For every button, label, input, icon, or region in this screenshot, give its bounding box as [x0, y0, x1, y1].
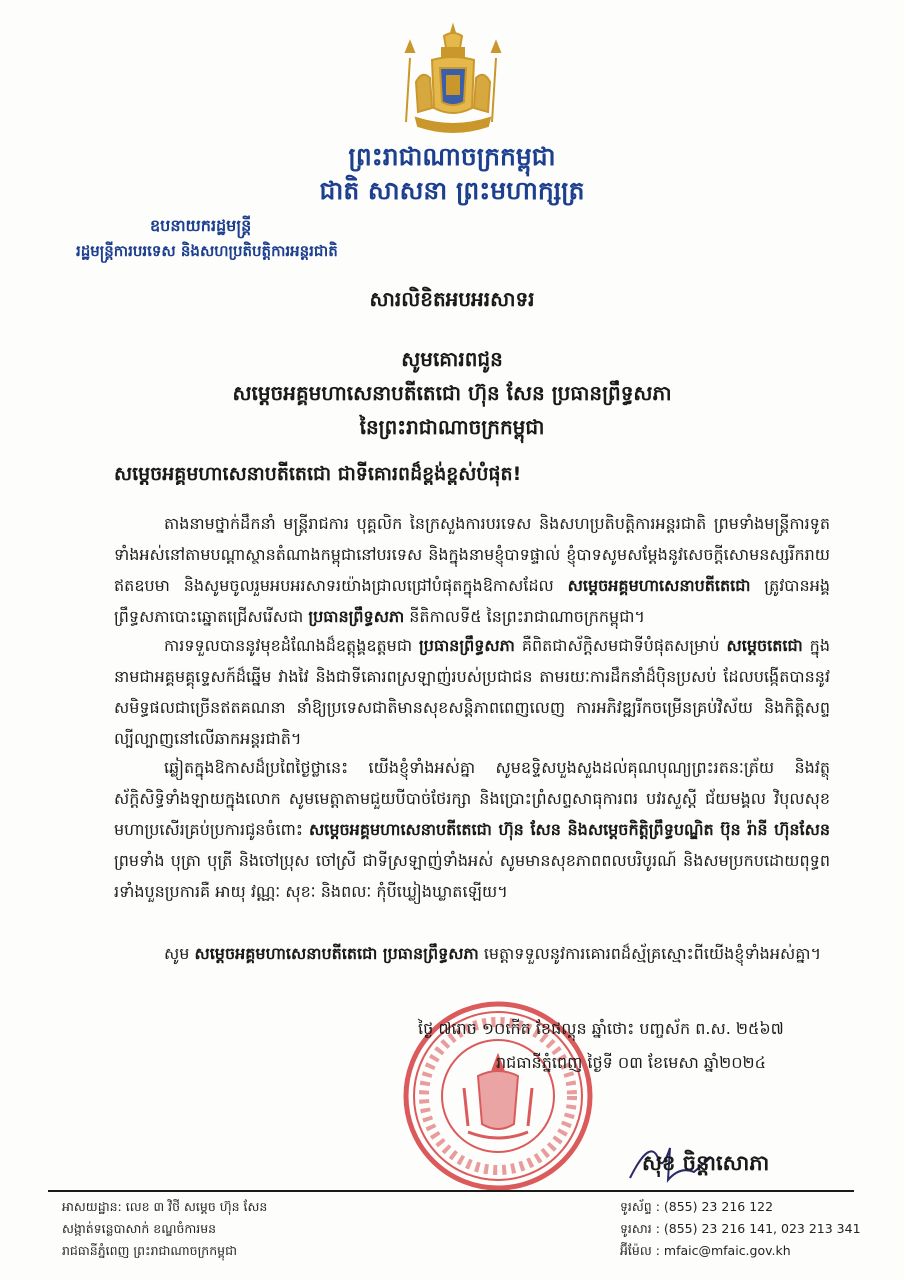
kingdom-title: ព្រះរាជាណាចក្រកម្ពុជា: [348, 142, 556, 171]
paragraph-1: តាងនាមថ្នាក់ដឹកនាំ មន្ត្រីរាជការ បុគ្គលិក នៃក្រសួងការបរទេស និងសហប្រតិបត្តិការអន្តរជាតិ ព្រមទាំងមន្ត្រីការទូតទាំងអស់នៅតាមបណ្តាស្ថានតំណាងកម្ពុជានៅបរទេស និងក្នុងនាមខ្ញុំបាទផ្ទាល់ ខ្ញុំបាទសូមសម្តែងនូវសេចក្តីសោមនស្សរីករាយឥតឧបមា និងសូមចូលរួមអបអរសាទរយ៉ាងជ្រាលជ្រៅបំផុតក្នុងឱកាសដែល សម្តេចអគ្គមហាសេនាបតីតេជោ ត្រូវបានអង្គព្រឹទ្ធសភាបោះឆ្នោតជ្រើសរើសជា ប្រធានព្រឹទ្ធសភា នីតិកាលទី៥ នៃព្រះរាជាណាចក្រកម្ពុជា។: [114, 514, 831, 626]
date-solar: រាជធានីភ្នំពេញ ថ្ងៃទី ០៣ ខែមេសា ឆ្នាំ២០២៤: [496, 1053, 766, 1072]
footer-contact: [620, 1196, 861, 1262]
address-line-3: រាជធានីភ្នំពេញ ព្រះរាជាណាចក្រកម្ពុជា: [62, 1243, 237, 1258]
ministry-title: រដ្ឋមន្ត្រីការបរទេស និងសហប្រតិបត្តិការអន្តរជាតិ: [76, 242, 338, 260]
signer-name: សុខ ចិន្តាសោភា: [642, 1151, 770, 1175]
footer-address: [62, 1196, 267, 1262]
salutation: សម្តេចអគ្គមហាសេនាបតីតេជោ ជាទីគោរពដ៏ខ្ពង់ខ្ពស់បំផុត!: [114, 463, 522, 485]
recipient-line-1: សូមគោរពជូន: [401, 347, 503, 371]
paragraph-4: សូម សម្តេចអគ្គមហាសេនាបតីតេជោ ប្រធានព្រឹទ្ធសភា មេត្តាទទួលនូវការគោរពដ៏ស្ម័គ្រស្មោះពីយើងខ្ញុំទាំងអស់គ្នា។: [164, 944, 822, 963]
paragraph-2: ការទទួលបាននូវមុខដំណែងដ៏ឧត្តុង្គឧត្តមជា ប្រធានព្រឹទ្ធសភា គឺពិតជាស័ក្តិសមជាទីបំផុតសម្រាប់ សម្តេចតេជោ ក្នុងនាមជាអគ្គមគ្គុទ្ទេសក៍ដ៏ឆ្នើម វាងវៃ និងជាទីគោរពស្រឡាញ់របស់ប្រជាជន តាមរយៈការដឹកនាំដ៏ប៉ិនប្រសប់ ដែលបង្កើតបាននូវសមិទ្ធផលជាច្រើនឥតគណនា នាំឱ្យប្រទេសជាតិមានសុខសន្តិភាពពេញលេញ ការអភិវឌ្ឍរីកចម្រើនគ្រប់វិស័យ និងកិត្តិសព្ទល្បីល្បាញនៅលើឆាកអន្តរជាតិ។: [114, 636, 830, 748]
paragraph-3: ឆ្លៀតក្នុងឱកាសដ៏ប្រពៃថ្ងៃថ្លានេះ យើងខ្ញុំទាំងអស់គ្នា សូមឧទ្ទិសបួងសួងដល់គុណបុណ្យព្រះរតនៈត្រ័យ និងវត្ថុស័ក្តិសិទ្ធិទាំងឡាយក្នុងលោក សូមមេត្តាតាមជួយបីបាច់ថែរក្សា និងប្រោះព្រំសព្ទសាធុការពរ បវរសួស្តី ជ័យមង្គល វិបុលសុខ មហាប្រសើរគ្រប់ប្រការជូនចំពោះ សម្តេចអគ្គមហាសេនាបតីតេជោ ហ៊ុន សែន និងសម្តេចកិត្តិព្រឹទ្ធបណ្ឌិត ប៊ុន រ៉ានី ហ៊ុនសែន ព្រមទាំង បុត្រា បុត្រី និងចៅប្រុស ចៅស្រី ជាទីស្រឡាញ់ទាំងអស់ សូមមានសុខភាពពលបរិបូរណ៍ និងសមប្រកបដោយពុទ្ធពរទាំងបួនប្រការគឺ អាយុ វណ្ណៈ សុខៈ និងពលៈ កុំបីឃ្លៀងឃ្លាតឡើយ។: [114, 758, 830, 901]
royal-coat-of-arms-icon: [392, 22, 514, 140]
email-link[interactable]: អ៊ីម៉ែល : mfaic@mfaic.gov.kh: [620, 1243, 791, 1258]
letter-type-heading: សារលិខិតអបអរសាទរ: [369, 287, 535, 311]
footer-divider: [48, 1190, 854, 1192]
office-title: ឧបនាយករដ្ឋមន្ត្រី: [150, 216, 252, 235]
address-line-2: សង្កាត់ទន្លេបាសាក់ ខណ្ឌចំការមន: [62, 1221, 217, 1236]
kingdom-motto: ជាតិ សាសនា ព្រះមហាក្សត្រ: [319, 176, 585, 205]
recipient-line-3: នៃព្រះរាជាណាចក្រកម្ពុជា: [359, 415, 545, 439]
date-lunar: ថ្ងៃ ៧រោច ១០កើត ខែផល្គុន ឆ្នាំថោះ បញ្ចស័ក ព.ស. ២៥៦៧: [418, 1019, 784, 1038]
address-line-1: អាសយដ្ឋាន: លេខ ៣ វិថី សម្តេច ហ៊ុន សែន: [62, 1199, 268, 1214]
phone-line: ទូរស័ព្ទ : (855) 23 216 122: [620, 1199, 774, 1214]
fax-line: ទូរសារ : (855) 23 216 141, 023 213 341: [620, 1221, 861, 1236]
recipient-line-2: សម្តេចអគ្គមហាសេនាបតីតេជោ ហ៊ុន សែន ប្រធានព្រឹទ្ធសភា: [232, 381, 672, 405]
